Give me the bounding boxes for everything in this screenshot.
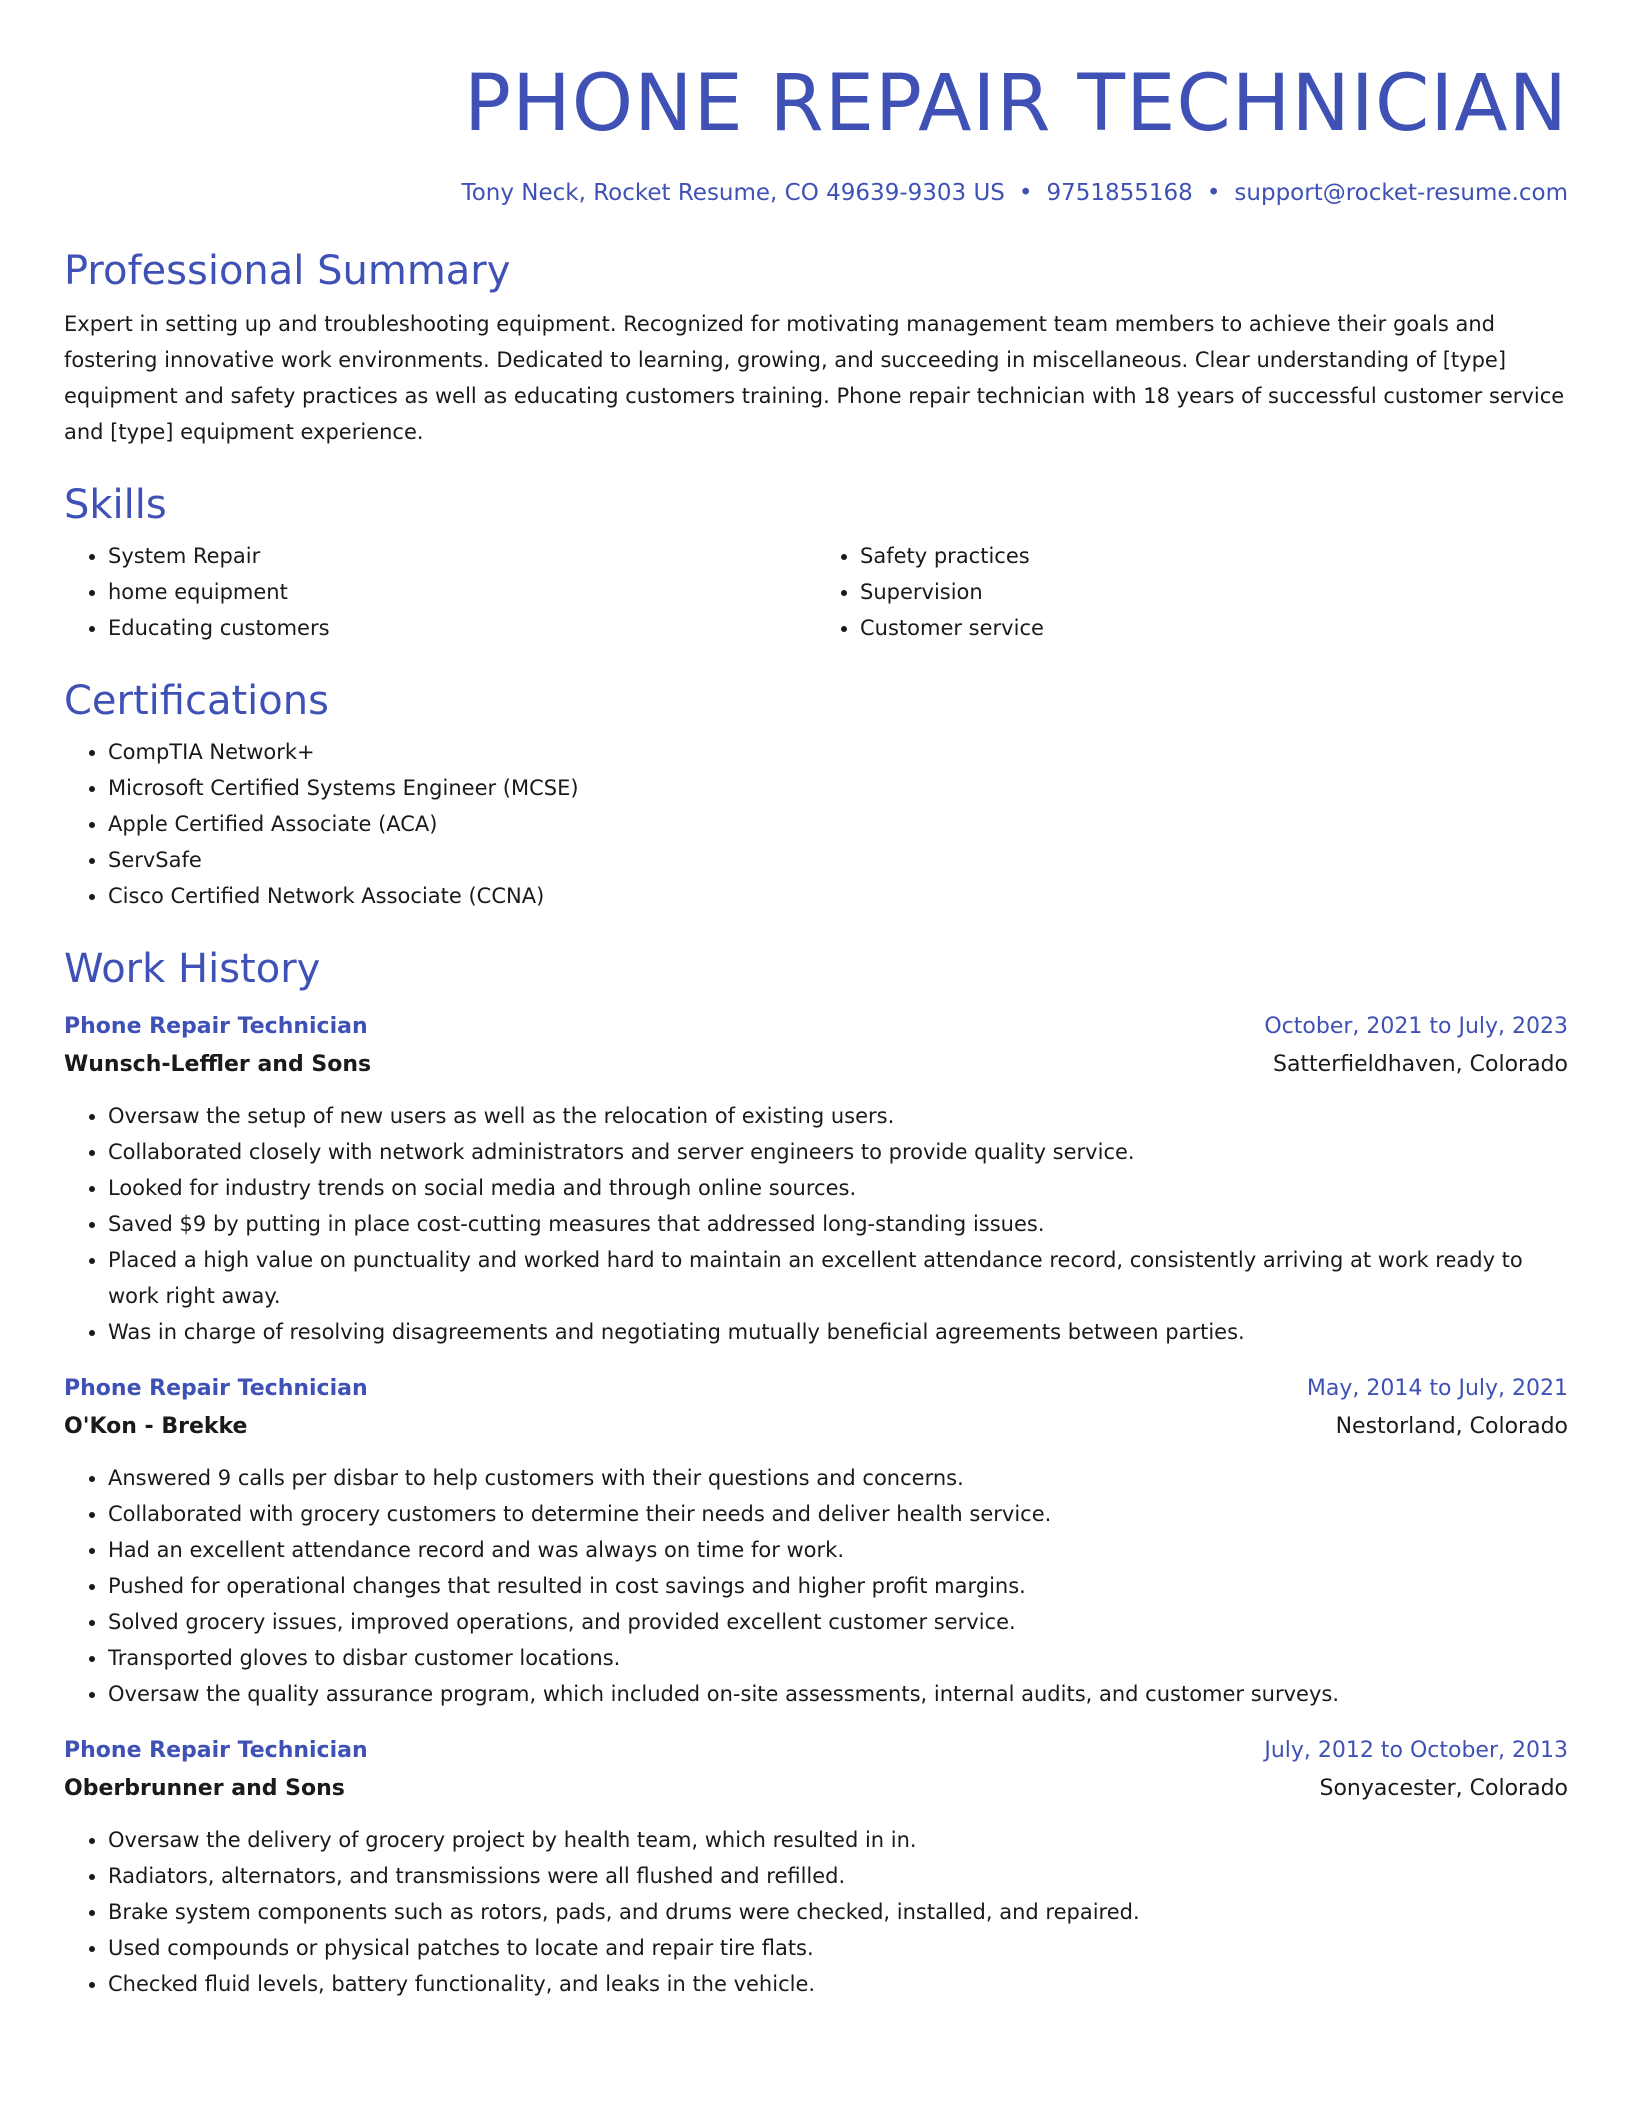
summary-heading: Professional Summary [64, 248, 511, 294]
job-bullet: • Was in charge of resolving disagreements and negotiating mutually beneficial agreements between parties. [108, 1314, 1568, 1350]
contact-phone: 9751855168 [1046, 180, 1193, 206]
job-bullet: • Pushed for operational changes that resulted in cost savings and higher profit margins. [108, 1568, 1568, 1604]
skill-item: • Supervision [860, 574, 1568, 610]
job-header-row [64, 1370, 1568, 1408]
job-bullet: • Oversaw the quality assurance program, which included on-site assessments, internal audits, and customer surveys. [108, 1676, 1568, 1712]
skill-item: • System Repair [108, 538, 816, 574]
job-company: O'Kon - Brekke [64, 1414, 248, 1439]
job-location: Nestorland, Colorado [1335, 1414, 1568, 1439]
skill-item: • Customer service [860, 610, 1568, 646]
job-title: Phone Repair Technician [64, 1738, 368, 1763]
job-bullets [64, 1822, 1568, 2002]
job-company-row [64, 1408, 1568, 1446]
job-header-row [64, 1732, 1568, 1770]
job-bullet: • Oversaw the setup of new users as well as the relocation of existing users. [108, 1098, 1568, 1134]
skill-item: • Educating customers [108, 610, 816, 646]
job-bullet: • Answered 9 calls per disbar to help customers with their questions and concerns. [108, 1460, 1568, 1496]
skills-columns [64, 538, 1568, 646]
job-dates: May, 2014 to July, 2021 [1306, 1376, 1568, 1401]
job-bullet: • Collaborated closely with network administrators and server engineers to provide quality service. [108, 1134, 1568, 1170]
certifications-section [64, 676, 1568, 914]
page-title: PHONE REPAIR TECHNICIAN [464, 59, 1568, 149]
job-bullet: • Oversaw the delivery of grocery project by health team, which resulted in in. [108, 1822, 1568, 1858]
skills-heading: Skills [64, 482, 167, 528]
work-history-section [64, 944, 1568, 2002]
job-title: Phone Repair Technician [64, 1376, 368, 1401]
certifications-list [64, 734, 1568, 914]
job-bullet: • Looked for industry trends on social media and through online sources. [108, 1170, 1568, 1206]
job-location: Satterfieldhaven, Colorado [1272, 1052, 1568, 1077]
certifications-heading: Certifications [64, 678, 329, 724]
summary-text: Expert in setting up and troubleshooting equipment. Recognized for motivating management team members to achieve their goals and fostering innovative work environments. Dedicated to learning, growing, and succeeding in miscellaneous. Clear understanding of [type] equipment and safety practices as well as educating customers training. Phone repair technician with 18 years of successful customer service and [type] equipment experience. [64, 312, 1565, 444]
contact-address: Tony Neck, Rocket Resume, CO 49639-9303 US [461, 180, 1005, 206]
job-company-row [64, 1770, 1568, 1808]
job-header-row [64, 1008, 1568, 1046]
skill-item: • home equipment [108, 574, 816, 610]
work-history-heading: Work History [64, 946, 321, 992]
job-bullet: • Used compounds or physical patches to locate and repair tire flats. [108, 1930, 1568, 1966]
job-entry [64, 1732, 1568, 2002]
job-bullet: • Transported gloves to disbar customer locations. [108, 1640, 1568, 1676]
job-title: Phone Repair Technician [64, 1014, 368, 1039]
job-company-row [64, 1046, 1568, 1084]
job-bullet: • Placed a high value on punctuality and worked hard to maintain an excellent attendance record, consistently arriving at work ready to work right away. [108, 1242, 1568, 1314]
contact-separator: • [1206, 180, 1221, 206]
job-bullets [64, 1460, 1568, 1712]
certification-item: • ServSafe [108, 842, 1568, 878]
skills-list-right [816, 538, 1568, 646]
contact-line [64, 178, 1568, 208]
skills-section [64, 480, 1568, 646]
certification-item: • Apple Certified Associate (ACA) [108, 806, 1568, 842]
job-company: Wunsch-Leffler and Sons [64, 1052, 372, 1077]
job-bullet: • Had an excellent attendance record and was always on time for work. [108, 1532, 1568, 1568]
summary-section [64, 246, 1568, 450]
skill-item: • Safety practices [860, 538, 1568, 574]
resume-page [64, 0, 1568, 2002]
job-bullet: • Solved grocery issues, improved operations, and provided excellent customer service. [108, 1604, 1568, 1640]
job-bullet: • Brake system components such as rotors, pads, and drums were checked, installed, and repaired. [108, 1894, 1568, 1930]
job-bullet: • Checked fluid levels, battery functionality, and leaks in the vehicle. [108, 1966, 1568, 2002]
job-dates: October, 2021 to July, 2023 [1264, 1014, 1568, 1039]
certification-item: • Microsoft Certified Systems Engineer (MCSE) [108, 770, 1568, 806]
contact-separator: • [1018, 180, 1033, 206]
resume-header [64, 58, 1568, 208]
job-dates: July, 2012 to October, 2013 [1264, 1738, 1568, 1763]
job-entry [64, 1370, 1568, 1712]
skills-list-left [64, 538, 816, 646]
job-location: Sonyacester, Colorado [1319, 1776, 1568, 1801]
job-bullet: • Saved $9 by putting in place cost-cutting measures that addressed long-standing issues. [108, 1206, 1568, 1242]
contact-email[interactable]: support@rocket-resume.com [1234, 180, 1568, 206]
certification-item: • Cisco Certified Network Associate (CCNA) [108, 878, 1568, 914]
job-entry [64, 1008, 1568, 1350]
job-company: Oberbrunner and Sons [64, 1776, 345, 1801]
certification-item: • CompTIA Network+ [108, 734, 1568, 770]
job-bullet: • Collaborated with grocery customers to determine their needs and deliver health service. [108, 1496, 1568, 1532]
job-bullets [64, 1098, 1568, 1350]
job-bullet: • Radiators, alternators, and transmissions were all flushed and refilled. [108, 1858, 1568, 1894]
